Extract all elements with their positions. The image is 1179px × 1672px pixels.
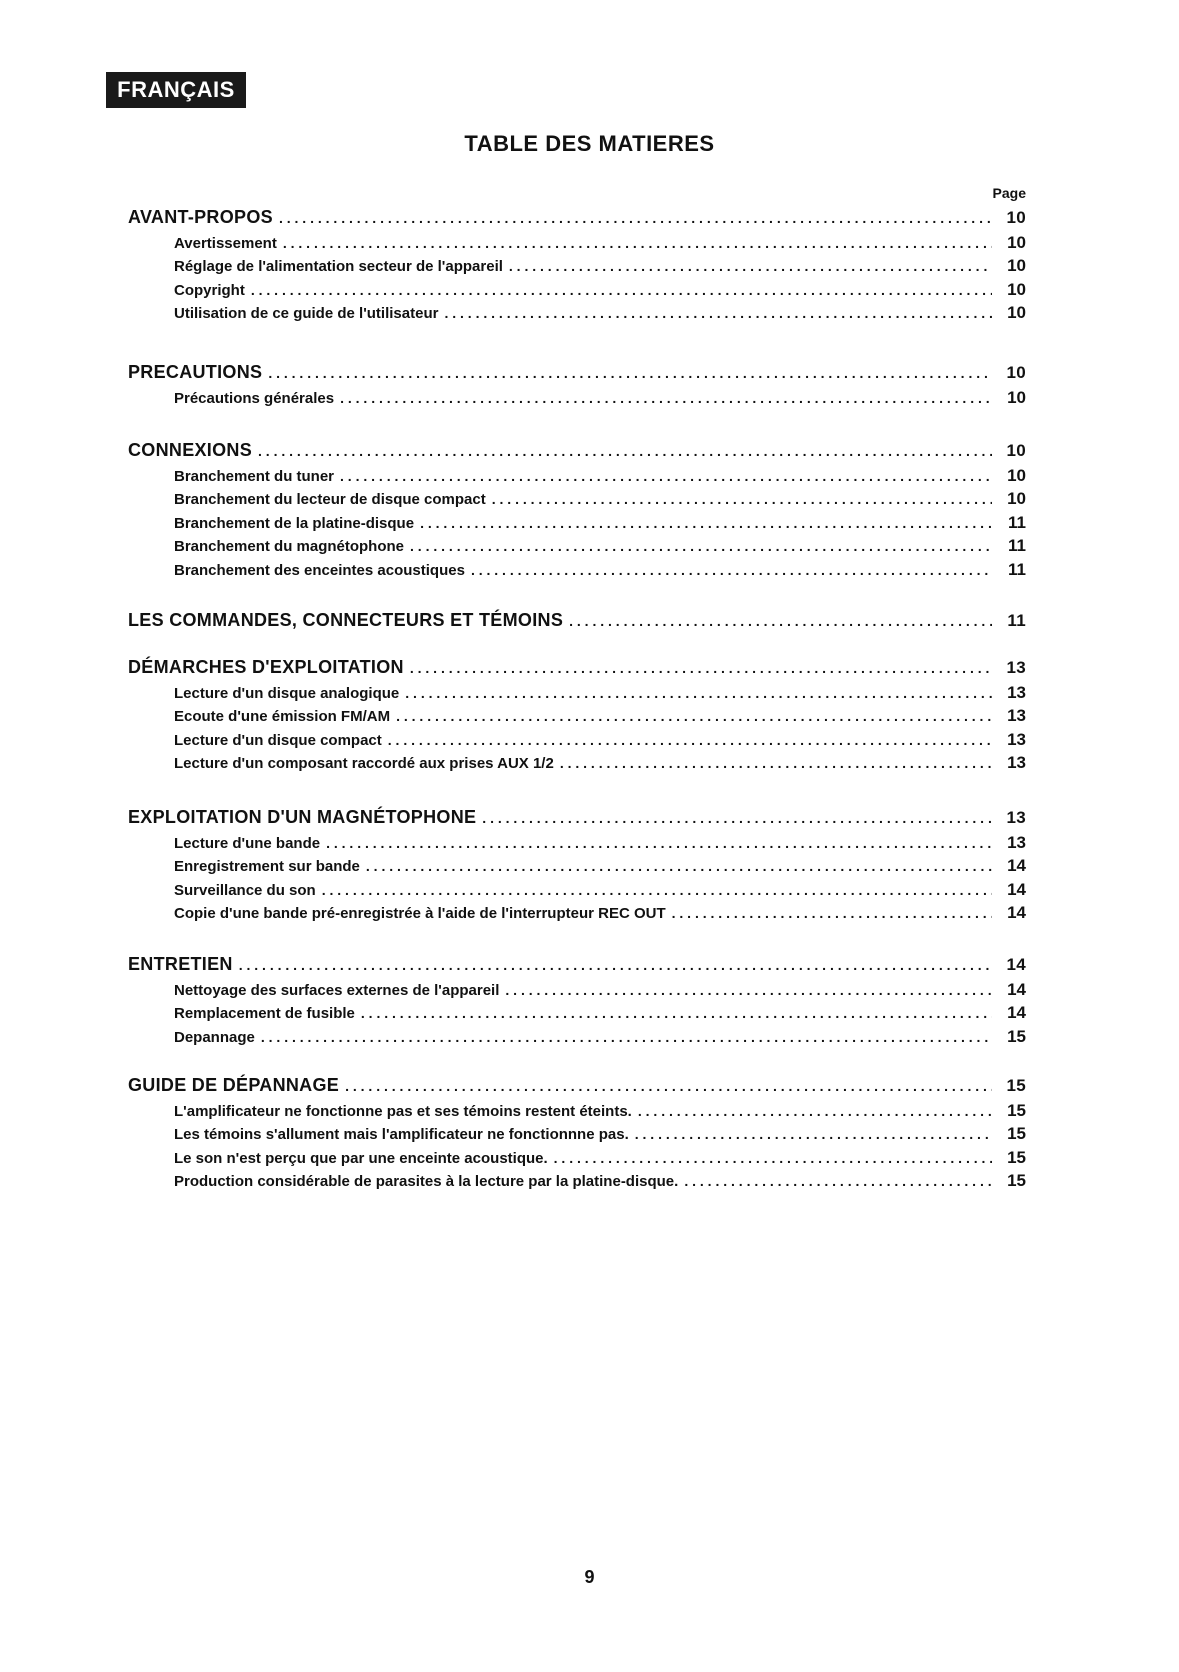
toc-item-row [174, 1003, 1026, 1023]
toc-item-row [174, 833, 1026, 853]
toc-item-label: Branchement du tuner [174, 468, 335, 485]
toc-item-page: 11 [1008, 536, 1026, 556]
dot-leader [509, 258, 992, 273]
toc-section-row [128, 1075, 1026, 1096]
toc-section-row [128, 610, 1026, 631]
dot-leader [340, 468, 992, 483]
dot-leader [366, 858, 992, 873]
toc-item-row [174, 1148, 1026, 1168]
toc-section-page: 13 [1006, 658, 1026, 677]
toc-item-row [174, 466, 1026, 486]
toc-item-label: Remplacement de fusible [174, 1005, 355, 1023]
toc-item-page: 11 [1008, 559, 1026, 579]
toc-item-page: 15 [1007, 1101, 1026, 1120]
dot-leader [405, 685, 992, 700]
toc-item-label: Nettoyage des surfaces externes de l'appareil [174, 982, 500, 999]
toc-item-label: Branchement de la platine-disque [174, 514, 415, 532]
toc-item-page: 15 [1007, 1124, 1026, 1144]
toc-item-label: Depannage [174, 1028, 255, 1046]
dot-leader [279, 210, 992, 228]
toc-section-heading: CONNEXIONS [128, 440, 253, 460]
toc-section-heading: PRECAUTIONS [128, 362, 263, 382]
toc-item-row [174, 880, 1026, 900]
dot-leader [340, 390, 992, 405]
dot-leader [471, 562, 992, 577]
toc-item-page: 10 [1007, 256, 1026, 276]
toc-item-page: 10 [1007, 489, 1026, 509]
toc-item-label: Lecture d'une bande [174, 835, 321, 852]
toc-item-page: 13 [1007, 729, 1026, 749]
toc-item-row [174, 513, 1026, 533]
toc-section-row [128, 362, 1026, 383]
dot-leader [444, 305, 992, 320]
dot-leader [388, 732, 992, 747]
dot-leader [396, 708, 992, 723]
toc-item-page: 15 [1007, 1147, 1026, 1167]
toc-item-page: 14 [1007, 856, 1026, 876]
toc-item-page: 15 [1007, 1171, 1026, 1191]
toc-section-row [128, 207, 1026, 228]
toc-item-page: 10 [1007, 233, 1026, 252]
toc-section-page: 10 [1006, 208, 1026, 227]
dot-leader [251, 282, 992, 297]
toc-item-page: 13 [1007, 706, 1026, 726]
toc-item-label: Surveillance du son [174, 881, 316, 899]
dot-leader [258, 443, 992, 461]
toc-section-row [128, 440, 1026, 461]
dot-leader [569, 613, 992, 631]
toc-item-row [174, 233, 1026, 253]
toc-item-page: 10 [1007, 388, 1026, 407]
dot-leader [492, 491, 992, 506]
toc-item-label: Lecture d'un composant raccordé aux prises AUX 1/2 [174, 755, 554, 773]
toc-item-page: 14 [1007, 879, 1026, 899]
toc-item-label: Lecture d'un disque compact [174, 731, 382, 749]
toc-item-page: 14 [1007, 1003, 1026, 1023]
dot-leader [345, 1078, 992, 1096]
toc-item-label: Avertissement [174, 235, 277, 252]
toc-item-page: 13 [1007, 753, 1026, 773]
toc-section-heading: DÉMARCHES D'EXPLOITATION [128, 657, 404, 677]
toc-item-row [174, 1027, 1026, 1047]
toc-item-page: 15 [1007, 1026, 1026, 1046]
dot-leader [268, 365, 992, 383]
toc-item-row [174, 730, 1026, 750]
toc-item-label: Les témoins s'allument mais l'amplificateur ne fonctionnne pas. [174, 1126, 629, 1144]
toc-item-page: 14 [1007, 980, 1026, 999]
toc-item-page: 10 [1007, 303, 1026, 323]
dot-leader [635, 1126, 992, 1141]
toc-section-page: 13 [1006, 808, 1026, 827]
toc-section-page: 10 [1006, 363, 1026, 382]
dot-leader [322, 882, 992, 897]
toc-item-row [174, 280, 1026, 300]
toc-section-heading: AVANT-PROPOS [128, 207, 273, 227]
toc-item-row [174, 980, 1026, 1000]
dot-leader [283, 235, 992, 250]
page-column-header: Page [992, 185, 1026, 201]
dot-leader [420, 515, 992, 530]
dot-leader [326, 835, 992, 850]
toc-item-row [174, 903, 1026, 923]
toc-item-row [174, 683, 1026, 703]
toc-item-label: Le son n'est perçu que par une enceinte acoustique. [174, 1149, 548, 1167]
toc-item-label: Enregistrement sur bande [174, 858, 360, 876]
toc-item-label: Ecoute d'une émission FM/AM [174, 708, 391, 726]
page-title: TABLE DES MATIERES [464, 131, 715, 156]
page-number: 9 [584, 1567, 595, 1587]
dot-leader [239, 957, 992, 975]
dot-leader [410, 660, 992, 678]
dot-leader [554, 1150, 992, 1165]
dot-leader [410, 538, 992, 553]
toc-section-page: 10 [1006, 441, 1026, 460]
toc-item-label: Production considérable de parasites à la lecture par la platine-disque. [174, 1173, 679, 1191]
toc-item-page: 13 [1007, 833, 1026, 852]
dot-leader [638, 1103, 992, 1118]
toc-item-row [174, 1101, 1026, 1121]
toc-item-page: 11 [1008, 512, 1026, 532]
dot-leader [560, 755, 992, 770]
toc-item-row [174, 536, 1026, 556]
toc-item-label: Copyright [174, 281, 245, 299]
toc-item-page: 10 [1007, 279, 1026, 299]
dot-leader [482, 810, 992, 828]
toc-item-label: Lecture d'un disque analogique [174, 685, 400, 702]
toc-item-row [174, 489, 1026, 509]
toc-item-row [174, 753, 1026, 773]
toc-item-label: Branchement des enceintes acoustiques [174, 561, 465, 579]
dot-leader [684, 1173, 992, 1188]
toc-section-page: 14 [1006, 955, 1026, 974]
toc-item-row [174, 856, 1026, 876]
toc-section-row [128, 954, 1026, 975]
toc-section-page: 15 [1006, 1076, 1026, 1095]
toc-section-page: 11 [1007, 611, 1026, 630]
toc-section-heading: ENTRETIEN [128, 954, 233, 974]
toc-item-label: Branchement du lecteur de disque compact [174, 491, 486, 509]
toc-item-row [174, 706, 1026, 726]
toc-item-row [174, 1124, 1026, 1144]
toc-item-label: Utilisation de ce guide de l'utilisateur [174, 305, 439, 323]
toc-item-page: 13 [1007, 683, 1026, 702]
toc-item-label: Précautions générales [174, 390, 335, 407]
toc-item-row [174, 388, 1026, 408]
toc-section-heading: EXPLOITATION D'UN MAGNÉTOPHONE [128, 807, 477, 827]
dot-leader [261, 1029, 992, 1044]
toc-section-row [128, 807, 1026, 828]
toc-item-page: 10 [1007, 466, 1026, 485]
dot-leader [505, 982, 992, 997]
toc-item-row [174, 560, 1026, 580]
dot-leader [672, 905, 992, 920]
toc-item-label: Réglage de l'alimentation secteur de l'appareil [174, 258, 503, 276]
dot-leader [361, 1005, 992, 1020]
toc-item-label: Copie d'une bande pré-enregistrée à l'aide de l'interrupteur REC OUT [174, 905, 666, 923]
toc-item-row [174, 303, 1026, 323]
toc-item-row [174, 256, 1026, 276]
toc-item-page: 14 [1007, 903, 1026, 923]
toc-item-label: Branchement du magnétophone [174, 538, 405, 556]
toc-section-heading: GUIDE DE DÉPANNAGE [128, 1075, 340, 1095]
toc-section-heading: LES COMMANDES, CONNECTEURS ET TÉMOINS [128, 610, 564, 630]
language-tag: FRANÇAIS [106, 72, 246, 108]
toc-item-label: L'amplificateur ne fonctionne pas et ses témoins restent éteints. [174, 1103, 632, 1120]
toc-item-row [174, 1171, 1026, 1191]
toc-section-row [128, 657, 1026, 678]
